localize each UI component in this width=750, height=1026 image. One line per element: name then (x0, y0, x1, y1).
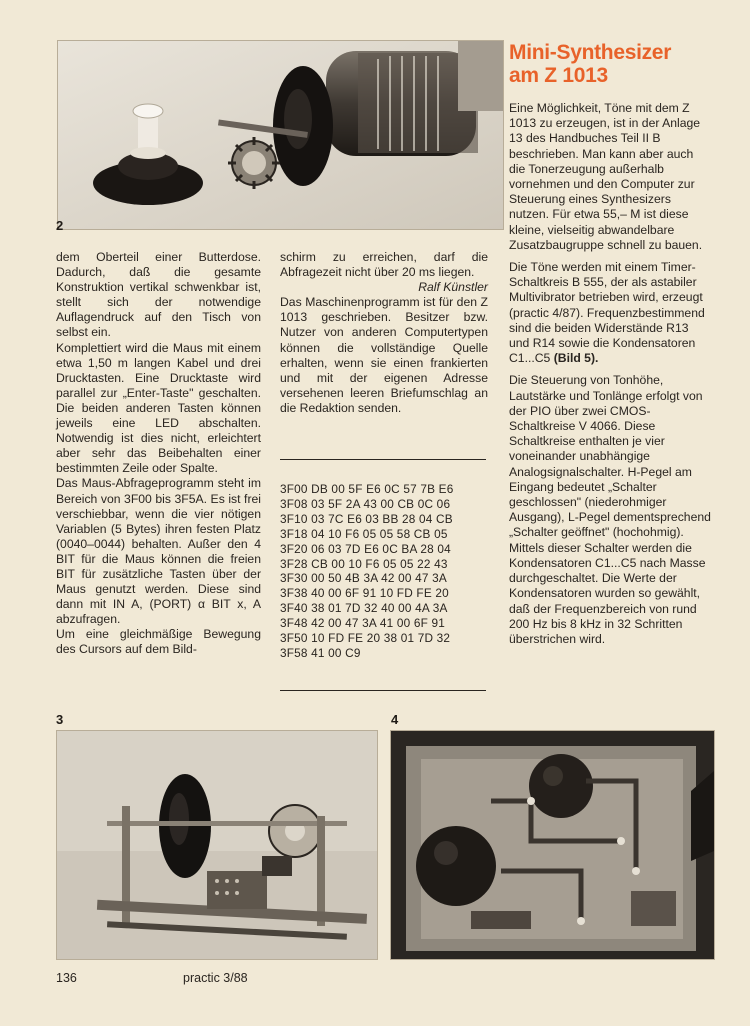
figure-number-3: 3 (56, 712, 64, 727)
right-paragraph-2-text: Die Töne werden mit einem Timer-Schaltkreis B 555, der als astabiler Multivibrator betrieben wird, erzeugt (practic 4/87). Frequenzbestimmend sind die beiden Widerstände R13 und R14 sowie die Kondensatoren C1...C5 (509, 260, 705, 366)
hex-line: 3F40 38 01 7D 32 40 00 4A 3A (280, 601, 448, 616)
right-column (509, 101, 711, 654)
issue-label: practic 3/88 (183, 971, 248, 985)
middle-text-1: schirm zu erreichen, darf die Abfragezeit nicht über 20 ms liegen. (280, 250, 488, 280)
hex-line: 3F08 03 5F 2A 43 00 CB 0C 06 (280, 496, 451, 511)
hex-line: 3F20 06 03 7D E6 0C BA 28 04 (280, 541, 451, 556)
middle-text-2: Das Maschinenprogramm ist für den Z 1013 geschrieben. Besitzer bzw. Nutzer von anderen Computertypen können die vollständige Quelle erhalten, wenn sie einen frankierten und mit der eigenen Adresse versehenen leeren Briefumschlag an die Redaktion senden. (280, 295, 488, 415)
hex-line: 3F28 CB 00 10 F6 05 05 22 43 (280, 556, 448, 571)
author-name: Ralf Künstler (418, 280, 488, 295)
left-paragraph-3: Das Maus-Abfrageprogramm steht im Bereich von 3F00 bis 3F5A. Es ist frei verschiebbar, wenn die vier nötigen Variablen (5 Bytes) ihren festen Platz (0040–0044) behalten. Außer den 4 BIT für die Maus können die freien BIT für zusätzliche Tasten über der Maus genutzt werden. Diese sind dann mit IN A, (PORT) α BIT x, A abzufragen. (56, 476, 261, 627)
article-headline (509, 41, 671, 87)
left-paragraph-4: Um eine gleichmäßige Bewegung des Cursors auf dem Bild- (56, 627, 261, 657)
photo-mouse-interior (390, 730, 715, 960)
hex-line: 3F30 00 50 4B 3A 42 00 47 3A (280, 571, 447, 586)
right-paragraph-2 (509, 260, 711, 366)
headline-line-2: am Z 1013 (509, 64, 608, 87)
hex-line: 3F18 04 10 F6 05 05 58 CB 05 (280, 526, 448, 541)
figure-reference: (Bild 5). (553, 351, 599, 366)
hex-line: 3F10 03 7C E6 03 BB 28 04 CB (280, 511, 453, 526)
headline-line-1: Mini-Synthesizer (509, 41, 672, 64)
photo-mouse-parts (57, 40, 504, 230)
left-paragraph-2: Komplettiert wird die Maus mit einem etwa 1,50 m langen Kabel und drei Drucktasten. Eine Drucktaste wird parallel zur „Enter-Taste" geschalten. Die beiden anderen Tasten können jeweils eine LED abschalten. Notwendig ist dies nicht, erleichtert aber sehr das Beibehalten einer bestimmten Zeile oder Spalte. (56, 340, 261, 476)
hex-line: 3F00 DB 00 5F E6 0C 57 7B E6 (280, 482, 454, 496)
listing-bottom-rule (280, 690, 486, 691)
photo-mouse-mechanism (56, 730, 378, 960)
figure-number-4: 4 (391, 712, 399, 727)
figure-number-2: 2 (56, 218, 64, 233)
page-number: 136 (56, 971, 77, 985)
right-paragraph-3: Die Steuerung von Tonhöhe, Lautstärke und Tonlänge erfolgt von der PIO über zwei CMOS-Schaltkreise V 4066. Diese Schaltkreise enthalten je vier voneinander unabhängige Analogsignalschalter. H-Pegel am Eingang bedeutet „Schalter geschlossen" (niederohmiger Ausgang), L-Pegel dementsprechend „Schalter geöffnet" (hochohmig). Mittels dieser Schalter werden die Kondensatoren C1...C5 nach Masse durchgeschaltet. Die Werte der Kondensatoren wurden so gewählt, daß der Frequenzbereich von rund 200 Hz bis 8 kHz in 32 Schritten überstrichen wird. (509, 373, 711, 646)
middle-column (280, 250, 488, 416)
left-column (56, 250, 261, 658)
hex-line: 3F38 40 00 6F 91 10 FD FE 20 (280, 586, 449, 601)
left-paragraph-1: dem Oberteil einer Butterdose. Dadurch, daß die gesamte Konstruktion vertikal schwenkbar ist, stellt sich der notwendige Auflagendruck auf den Tisch von selbst ein. (56, 250, 261, 340)
right-paragraph-1: Eine Möglichkeit, Töne mit dem Z 1013 zu erzeugen, ist in der Anlage 13 des Handbuches Teil II B beschrieben. Man kann aber auch die Tonerzeugung außerhalb vornehmen und den Computer zur Steuerung eines Synthesizers nutzen. Für etwa 55,– M ist diese kleine, vielseitig abwandelbare Zusatzbaugruppe schnell zu bauen. (509, 101, 703, 252)
listing-top-rule (280, 459, 486, 460)
hex-line: 3F50 10 FD FE 20 38 01 7D 32 (280, 631, 451, 646)
hex-listing (280, 482, 490, 661)
hex-line: 3F48 42 00 47 3A 41 00 6F 91 (280, 616, 445, 631)
hex-line: 3F58 41 00 C9 (280, 645, 361, 660)
